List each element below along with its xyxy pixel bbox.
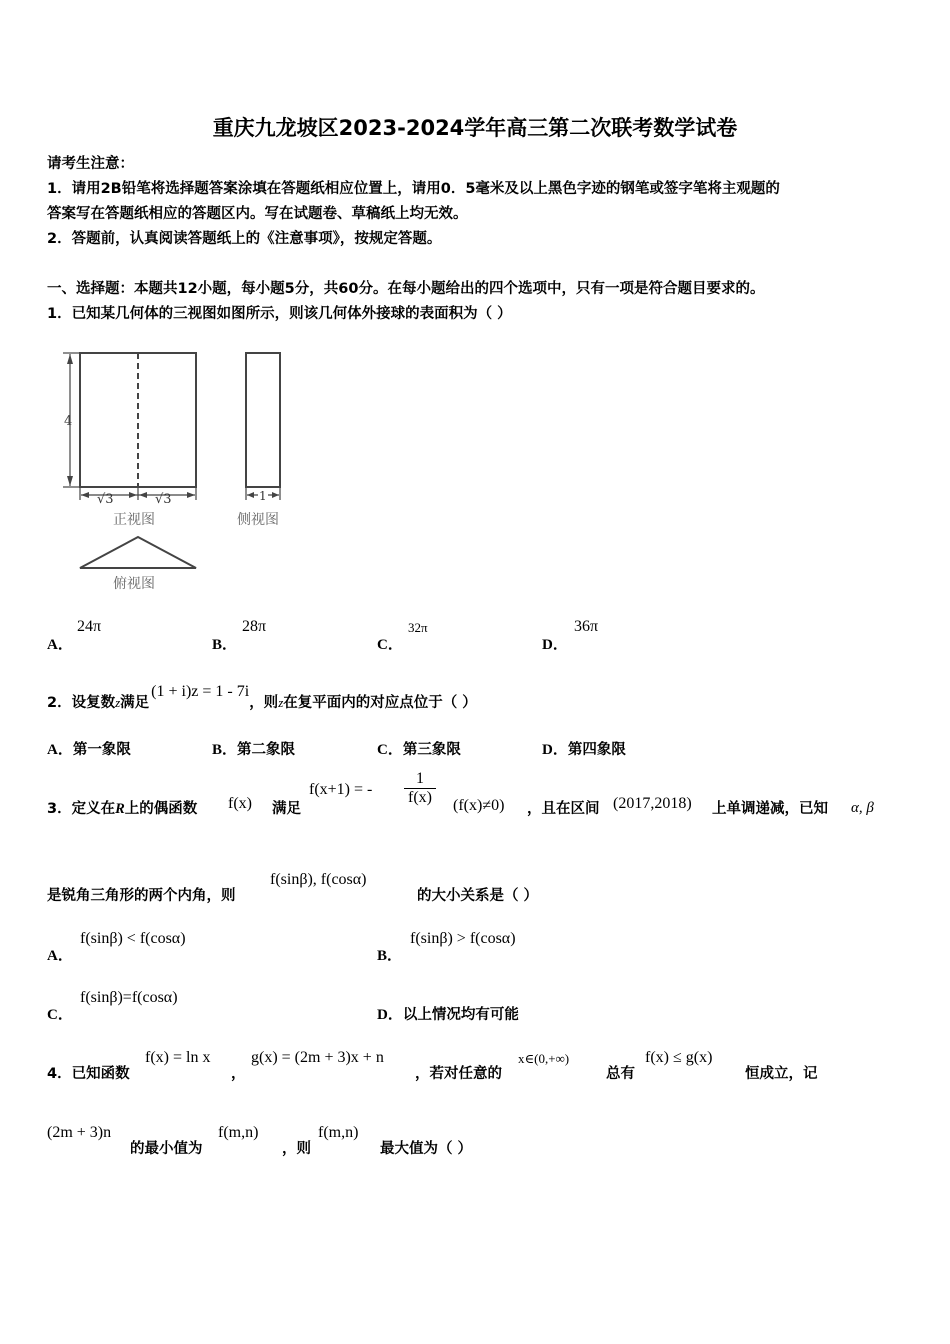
- q4-mid2: 总有: [606, 1066, 635, 1082]
- q4-line2-suffix: 最大值为（ ）: [380, 1141, 473, 1157]
- q4-mid3: 恒成立，记: [745, 1066, 818, 1082]
- notice-line-1: 1．请用2B铅笔将选择题答案涂填在答题纸相应位置上，请用0．5毫米及以上黑色字迹的钢笔或签字笔将主观题的: [47, 181, 780, 197]
- side-view-rect: [246, 353, 280, 487]
- q4-mid1: ，若对任意的: [415, 1066, 502, 1082]
- notice-heading: 请考生注意：: [47, 156, 134, 172]
- width-label-left: √3: [97, 492, 114, 507]
- q3-mid4: 上单调递减，已知: [712, 801, 828, 817]
- q3-option-c-label[interactable]: C．: [47, 1007, 73, 1023]
- q3-alpha-beta: α, β: [851, 800, 874, 816]
- q3-option-b-label[interactable]: B．: [377, 948, 403, 964]
- q3-option-c-value[interactable]: f(sinβ)=f(cosα): [80, 989, 178, 1006]
- q2-option-d[interactable]: D．第四象限: [542, 742, 626, 758]
- side-width-label: 1: [259, 489, 267, 503]
- q1-option-b-label[interactable]: B．: [212, 637, 238, 653]
- q3-interval: (2017,2018): [613, 795, 692, 812]
- q2-equation: (1 + i)z = 1 - 7i: [151, 683, 250, 700]
- q4-fmn-2: f(m,n): [318, 1124, 359, 1141]
- page-title: 重庆九龙坡区2023-2024学年高三第二次联考数学试卷: [212, 116, 738, 140]
- q3-eq-lhs: f(x+1) = -: [309, 781, 373, 798]
- q4-f-def: f(x) = ln x: [145, 1049, 211, 1066]
- q3-option-b-value[interactable]: f(sinβ) > f(cosα): [410, 930, 516, 947]
- q1-option-d-value[interactable]: 36π: [574, 618, 599, 635]
- q2-option-b[interactable]: B．第二象限: [212, 742, 296, 758]
- q4-line2-expr: (2m + 3)n: [47, 1124, 112, 1141]
- q3-eq-fraction: $\frac{1}{f(x)}$: [404, 770, 436, 807]
- notice-line-2: 答案写在答题纸相应的答题区内。写在试题卷、草稿纸上均无效。: [47, 206, 468, 222]
- q4-g-def: g(x) = (2m + 3)x + n: [251, 1049, 384, 1066]
- q3-line2-prefix: 是锐角三角形的两个内角，则: [47, 888, 236, 904]
- q1-option-c-label[interactable]: C．: [377, 637, 403, 653]
- width-label-right: √3: [155, 492, 172, 507]
- q4-domain: x∈(0,+∞): [518, 1051, 570, 1066]
- q1-option-a-value[interactable]: 24π: [77, 618, 102, 635]
- q2-option-a[interactable]: A．第一象限: [47, 742, 131, 758]
- q4-line2-mid: 的最小值为: [130, 1141, 203, 1157]
- top-view-triangle: [80, 537, 196, 568]
- q3-line2-expr: f(sinβ), f(cosα): [270, 871, 367, 888]
- notice-line-3: 2．答题前，认真阅读答题纸上的《注意事项》，按规定答题。: [47, 231, 442, 247]
- front-view-caption: 正视图: [113, 512, 155, 528]
- height-label: 4: [64, 414, 73, 429]
- q3-option-a-value[interactable]: f(sinβ) < f(cosα): [80, 930, 186, 947]
- q1-option-b-value[interactable]: 28π: [242, 618, 267, 635]
- q4-prefix: 4．已知函数: [47, 1066, 130, 1082]
- q3-mid3: ，且在区间: [527, 801, 600, 817]
- q4-inequality: f(x) ≤ g(x): [645, 1049, 713, 1066]
- question-1-text: 1．已知某几何体的三视图如图所示，则该几何体外接球的表面积为（ ）: [47, 306, 512, 322]
- q1-option-c-value[interactable]: 32π: [408, 620, 428, 635]
- question-2-text: 2．设复数$_z$满足(1 + i)z = 1 - 7i，则$_z$在复平面内的对应点位于（ ）: [47, 683, 477, 711]
- q3-line2-suffix: 的大小关系是（ ）: [417, 888, 539, 904]
- q4-line2-mid2: ，则: [282, 1141, 311, 1157]
- q1-option-a-label[interactable]: A．: [47, 637, 73, 653]
- q3-option-a-label[interactable]: A．: [47, 948, 73, 964]
- section-heading: 一、选择题：本题共12小题，每小题5分，共60分。在每小题给出的四个选项中，只有一项是符合题目要求的。: [47, 281, 765, 297]
- q4-fmn: f(m,n): [218, 1124, 259, 1141]
- q3-mid2: 满足: [272, 801, 301, 817]
- three-view-figure: [55, 340, 305, 600]
- side-view-caption: 侧视图: [237, 512, 279, 528]
- q2-option-c[interactable]: C．第三象限: [377, 742, 461, 758]
- q1-option-d-label[interactable]: D．: [542, 637, 568, 653]
- q3-eq-cond: (f(x)≠0): [453, 797, 505, 814]
- q3-option-d[interactable]: D．以上情况均有可能: [377, 1007, 519, 1023]
- q3-fx: f(x): [228, 795, 252, 812]
- q4-comma: ，: [231, 1066, 246, 1082]
- top-view-caption: 俯视图: [113, 576, 155, 592]
- q3-prefix: 3．定义在R上的偶函数: [47, 801, 198, 817]
